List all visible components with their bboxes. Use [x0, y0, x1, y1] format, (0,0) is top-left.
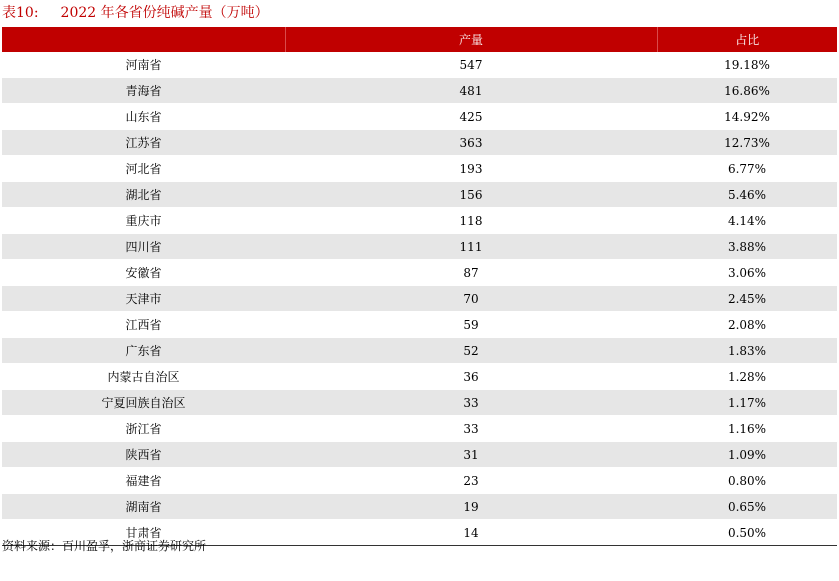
table-number: 表10:: [2, 5, 39, 21]
output-cell: 111: [285, 234, 657, 260]
table-body: [2, 52, 837, 546]
table-row: [2, 182, 837, 208]
province-cell: 山东省: [2, 104, 285, 130]
province-cell: 宁夏回族自治区: [2, 390, 285, 416]
output-cell: 70: [285, 286, 657, 312]
output-cell: 19: [285, 494, 657, 520]
output-cell: 87: [285, 260, 657, 286]
table-row: [2, 156, 837, 182]
output-cell: 481: [285, 78, 657, 104]
share-cell: 0.50%: [657, 520, 837, 546]
share-cell: 19.18%: [657, 52, 837, 78]
table-row: [2, 364, 837, 390]
province-cell: 安徽省: [2, 260, 285, 286]
table-row: [2, 208, 837, 234]
share-cell: 2.45%: [657, 286, 837, 312]
share-cell: 0.80%: [657, 468, 837, 494]
output-cell: 31: [285, 442, 657, 468]
output-cell: 118: [285, 208, 657, 234]
output-cell: 14: [285, 520, 657, 546]
share-cell: 1.09%: [657, 442, 837, 468]
share-cell: 1.17%: [657, 390, 837, 416]
province-cell: 天津市: [2, 286, 285, 312]
province-cell: 湖北省: [2, 182, 285, 208]
table-row: [2, 442, 837, 468]
output-cell: 52: [285, 338, 657, 364]
table-row: [2, 260, 837, 286]
output-cell: 33: [285, 390, 657, 416]
table-row: [2, 130, 837, 156]
table-row: [2, 390, 837, 416]
share-cell: 12.73%: [657, 130, 837, 156]
header-output: 产量: [285, 27, 657, 52]
share-cell: 2.08%: [657, 312, 837, 338]
province-cell: 福建省: [2, 468, 285, 494]
table-row: [2, 494, 837, 520]
share-cell: 3.88%: [657, 234, 837, 260]
province-cell: 河北省: [2, 156, 285, 182]
output-cell: 36: [285, 364, 657, 390]
soda-ash-output-table: [2, 27, 837, 546]
share-cell: 3.06%: [657, 260, 837, 286]
table-row: [2, 234, 837, 260]
header-province: [2, 27, 285, 52]
table-row: [2, 286, 837, 312]
output-cell: 156: [285, 182, 657, 208]
share-cell: 1.28%: [657, 364, 837, 390]
province-cell: 四川省: [2, 234, 285, 260]
share-cell: 14.92%: [657, 104, 837, 130]
output-cell: 23: [285, 468, 657, 494]
output-cell: 33: [285, 416, 657, 442]
table-row: [2, 104, 837, 130]
share-cell: 16.86%: [657, 78, 837, 104]
province-cell: 青海省: [2, 78, 285, 104]
province-cell: 湖南省: [2, 494, 285, 520]
table-row: [2, 338, 837, 364]
table-row: [2, 468, 837, 494]
output-cell: 425: [285, 104, 657, 130]
table-row: [2, 78, 837, 104]
share-cell: 4.14%: [657, 208, 837, 234]
table-row: [2, 312, 837, 338]
province-cell: 江西省: [2, 312, 285, 338]
header-share: 占比: [657, 27, 837, 52]
table-title: [2, 3, 269, 23]
share-cell: 1.83%: [657, 338, 837, 364]
table-row: [2, 52, 837, 78]
table-header-row: [2, 27, 837, 52]
province-cell: 江苏省: [2, 130, 285, 156]
province-cell: 河南省: [2, 52, 285, 78]
province-cell: 浙江省: [2, 416, 285, 442]
source-note: 资料来源：百川盈孚，浙商证券研究所: [2, 539, 207, 553]
table-title-text: 2022 年各省份纯碱产量（万吨）: [60, 5, 269, 21]
share-cell: 5.46%: [657, 182, 837, 208]
table-row: [2, 416, 837, 442]
output-cell: 547: [285, 52, 657, 78]
province-cell: 陕西省: [2, 442, 285, 468]
province-cell: 内蒙古自治区: [2, 364, 285, 390]
share-cell: 0.65%: [657, 494, 837, 520]
output-cell: 193: [285, 156, 657, 182]
province-cell: 重庆市: [2, 208, 285, 234]
province-cell: 广东省: [2, 338, 285, 364]
output-cell: 363: [285, 130, 657, 156]
share-cell: 6.77%: [657, 156, 837, 182]
share-cell: 1.16%: [657, 416, 837, 442]
province-cell: 甘肃省: [2, 520, 285, 546]
output-cell: 59: [285, 312, 657, 338]
